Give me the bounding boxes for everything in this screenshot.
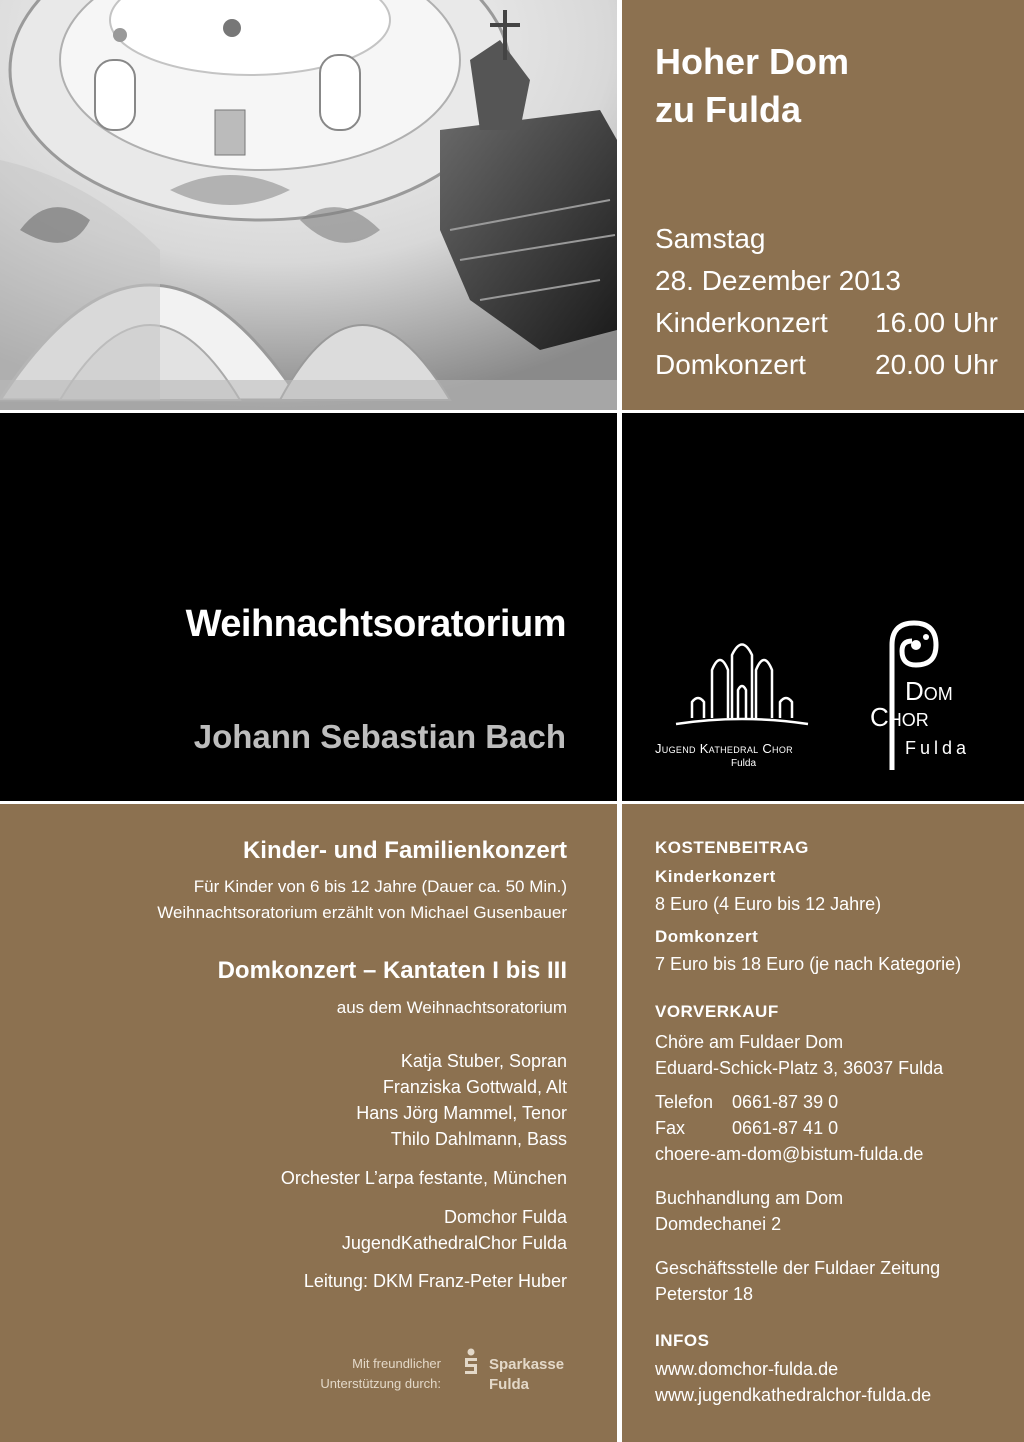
event-name-kinder: Kinderkonzert	[655, 307, 828, 338]
venue-line1: Hoher Dom	[655, 41, 850, 82]
shop2-name: Geschäftsstelle der Fuldaer Zeitung	[655, 1258, 941, 1278]
presale-addr: Eduard-Schick-Platz 3, 36037 Fulda	[655, 1058, 944, 1078]
phone-number[interactable]: 0661-87 39 0	[732, 1092, 839, 1112]
venue-line2: zu Fulda	[655, 89, 801, 130]
conductor: Leitung: DKM Franz-Peter Huber	[303, 1271, 567, 1291]
sponsor-name1: Sparkasse	[489, 1356, 565, 1373]
jkc-logo-icon	[672, 640, 812, 732]
soloist-tenor: Hans Jörg Mammel, Tenor	[356, 1103, 567, 1123]
shop1-name: Buchhandlung am Dom	[655, 1188, 844, 1208]
cathedral-photo	[0, 0, 617, 410]
dom-head: Domkonzert	[655, 927, 759, 946]
hero-title: Weihnachtsoratorium	[185, 603, 566, 645]
choir-domchor: Domchor Fulda	[443, 1207, 567, 1227]
event-date: 28. Dezember 2013	[655, 265, 901, 296]
dom-sub: aus dem Weihnachtsoratorium	[336, 998, 567, 1017]
event-time-kinder: 16.00 Uhr	[875, 307, 998, 338]
domchor-logo-city: Fulda	[905, 738, 971, 758]
soloist-sopran: Katja Stuber, Sopran	[400, 1051, 567, 1071]
url-jkc-link[interactable]: www.jugendkathedralchor-fulda.de	[655, 1385, 932, 1405]
dom-title: Domkonzert – Kantaten I bis III	[217, 957, 567, 984]
family-title: Kinder- und Familienkonzert	[242, 837, 567, 864]
domchor-logo-line1: Dom	[905, 676, 953, 706]
jkc-logo-city: Fulda	[731, 758, 757, 769]
dom-price: 7 Euro bis 18 Euro (je nach Kategorie)	[655, 954, 962, 974]
event-day: Samstag	[655, 223, 766, 254]
sponsor-line2: Unterstützung durch:	[320, 1376, 441, 1391]
shop1-addr: Domdechanei 2	[655, 1214, 782, 1234]
infos-head: INFOS	[655, 1331, 710, 1350]
event-name-dom: Domkonzert	[655, 349, 806, 380]
presale-head: VORVERKAUF	[655, 1002, 779, 1021]
fax-number: 0661-87 41 0	[732, 1118, 839, 1138]
cost-head: KOSTENBEITRAG	[655, 838, 809, 857]
fax-label: Fax	[655, 1118, 686, 1138]
soloist-bass: Thilo Dahlmann, Bass	[390, 1129, 567, 1149]
hero-composer: Johann Sebastian Bach	[193, 718, 566, 755]
url-domchor-link[interactable]: www.domchor-fulda.de	[655, 1359, 839, 1379]
family-line1: Für Kinder von 6 bis 12 Jahre (Dauer ca. 50 Min.)	[193, 877, 567, 896]
orchestra: Orchester L’arpa festante, München	[280, 1168, 567, 1188]
event-time-dom: 20.00 Uhr	[875, 349, 998, 380]
jkc-logo-name: Jugend Kathedral Chor	[655, 741, 793, 756]
family-line2: Weihnachtsoratorium erzählt von Michael Gusenbauer	[157, 903, 567, 922]
sponsor-name2: Fulda	[489, 1376, 529, 1393]
kinder-price: 8 Euro (4 Euro bis 12 Jahre)	[655, 894, 882, 914]
sparkasse-icon	[461, 1348, 481, 1376]
soloist-alt: Franziska Gottwald, Alt	[382, 1077, 567, 1097]
shop2-addr: Peterstor 18	[655, 1284, 754, 1304]
sponsor-line1: Mit freundlicher	[352, 1356, 441, 1371]
cathedral-interior-image	[0, 0, 617, 410]
presale-org: Chöre am Fuldaer Dom	[655, 1032, 844, 1052]
choir-jkc: JugendKathedralChor Fulda	[341, 1233, 567, 1253]
domchor-logo-line2: Chor	[870, 702, 929, 732]
phone-label: Telefon	[655, 1092, 714, 1112]
kinder-head: Kinderkonzert	[655, 867, 776, 886]
email-link[interactable]: choere-am-dom@bistum-fulda.de	[655, 1144, 924, 1164]
